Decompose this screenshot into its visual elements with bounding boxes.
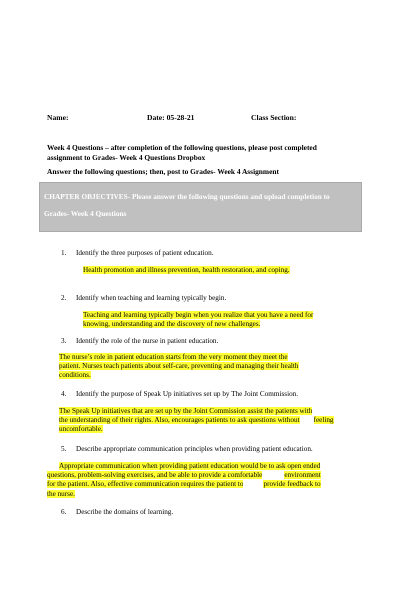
answer-line: The nurse’s role in patient education starts from the very moment they meet the — [59, 353, 288, 361]
chapter-objectives-box — [39, 182, 362, 232]
intro-line-3: Answer the following questions; then, post to Grades- Week 4 Assignment — [47, 167, 279, 176]
objectives-line-2: Grades- Week 4 Questions — [44, 209, 127, 218]
name-label: Name: — [47, 113, 69, 122]
answer-line: for the patient. Also, effective communication requires the patient to — [47, 480, 244, 489]
question-text: Identify the purpose of Speak Up initiatives set up by The Joint Commission. — [76, 390, 299, 398]
question-text: Identify when teaching and learning typically begin. — [76, 294, 227, 302]
question-number: 5. — [61, 445, 67, 453]
answer-line: provide feedback to — [263, 480, 321, 489]
answer-3 — [59, 353, 299, 381]
answer-line: the understanding of their rights. Also, encourages patients to ask questions without — [59, 416, 300, 425]
answer-line: Health promotion and illness prevention, health restoration, and coping. — [83, 266, 290, 274]
answer-line: environment — [284, 471, 321, 480]
question-1 — [61, 249, 214, 258]
question-4 — [61, 390, 298, 399]
intro-line-2: assignment to Grades- Week 4 Questions Dropbox — [47, 153, 206, 162]
question-text: Identify the three purposes of patient education. — [76, 249, 214, 257]
answer-line: Appropriate communication when providing patient education would be to ask open ended — [59, 462, 321, 470]
question-number: 6. — [61, 508, 67, 516]
question-2 — [61, 294, 226, 303]
question-text: Identify the role of the nurse in patient education. — [76, 337, 219, 345]
question-text: Describe appropriate communication principles when providing patient education. — [76, 445, 313, 453]
question-number: 1. — [61, 249, 67, 257]
question-5 — [61, 445, 313, 454]
question-6 — [61, 508, 173, 517]
class-section-label: Class Section: — [251, 113, 297, 122]
answer-line: feeling — [313, 416, 334, 425]
question-number: 4. — [61, 390, 67, 398]
answer-line: knowing, understanding and the discovery of new challenges. — [83, 320, 261, 329]
answer-line: uncomfortable. — [59, 425, 103, 434]
question-number: 2. — [61, 294, 67, 302]
question-number: 3. — [61, 337, 67, 345]
answer-line: questions, problem-solving exercises, and be able to provide a comfortable — [47, 471, 263, 480]
question-3 — [61, 337, 218, 346]
objectives-line-1: CHAPTER OBJECTIVES- Please answer the following questions and upload completion to — [44, 192, 330, 201]
question-text: Describe the domains of learning. — [76, 508, 174, 516]
answer-4 — [59, 407, 334, 435]
answer-2 — [83, 311, 313, 329]
answer-line: the nurse. — [47, 489, 75, 498]
answer-line: patient. Nurses teach patients about self-care, preventing and managing their health — [59, 362, 299, 371]
answer-line: Teaching and learning typically begin when you realize that you have a need for — [83, 311, 314, 319]
answer-5 — [47, 462, 357, 499]
answer-line: The Speak Up initiatives that are set up by the Joint Commission assist the patients with — [59, 407, 313, 415]
chapter-objectives-text — [44, 188, 356, 222]
intro-line-1: Week 4 Questions – after completion of the following questions, please post completed — [47, 143, 317, 152]
answer-line: conditions. — [59, 371, 91, 380]
date-label: Date: 05-28-21 — [147, 113, 195, 122]
answer-1 — [83, 266, 290, 275]
